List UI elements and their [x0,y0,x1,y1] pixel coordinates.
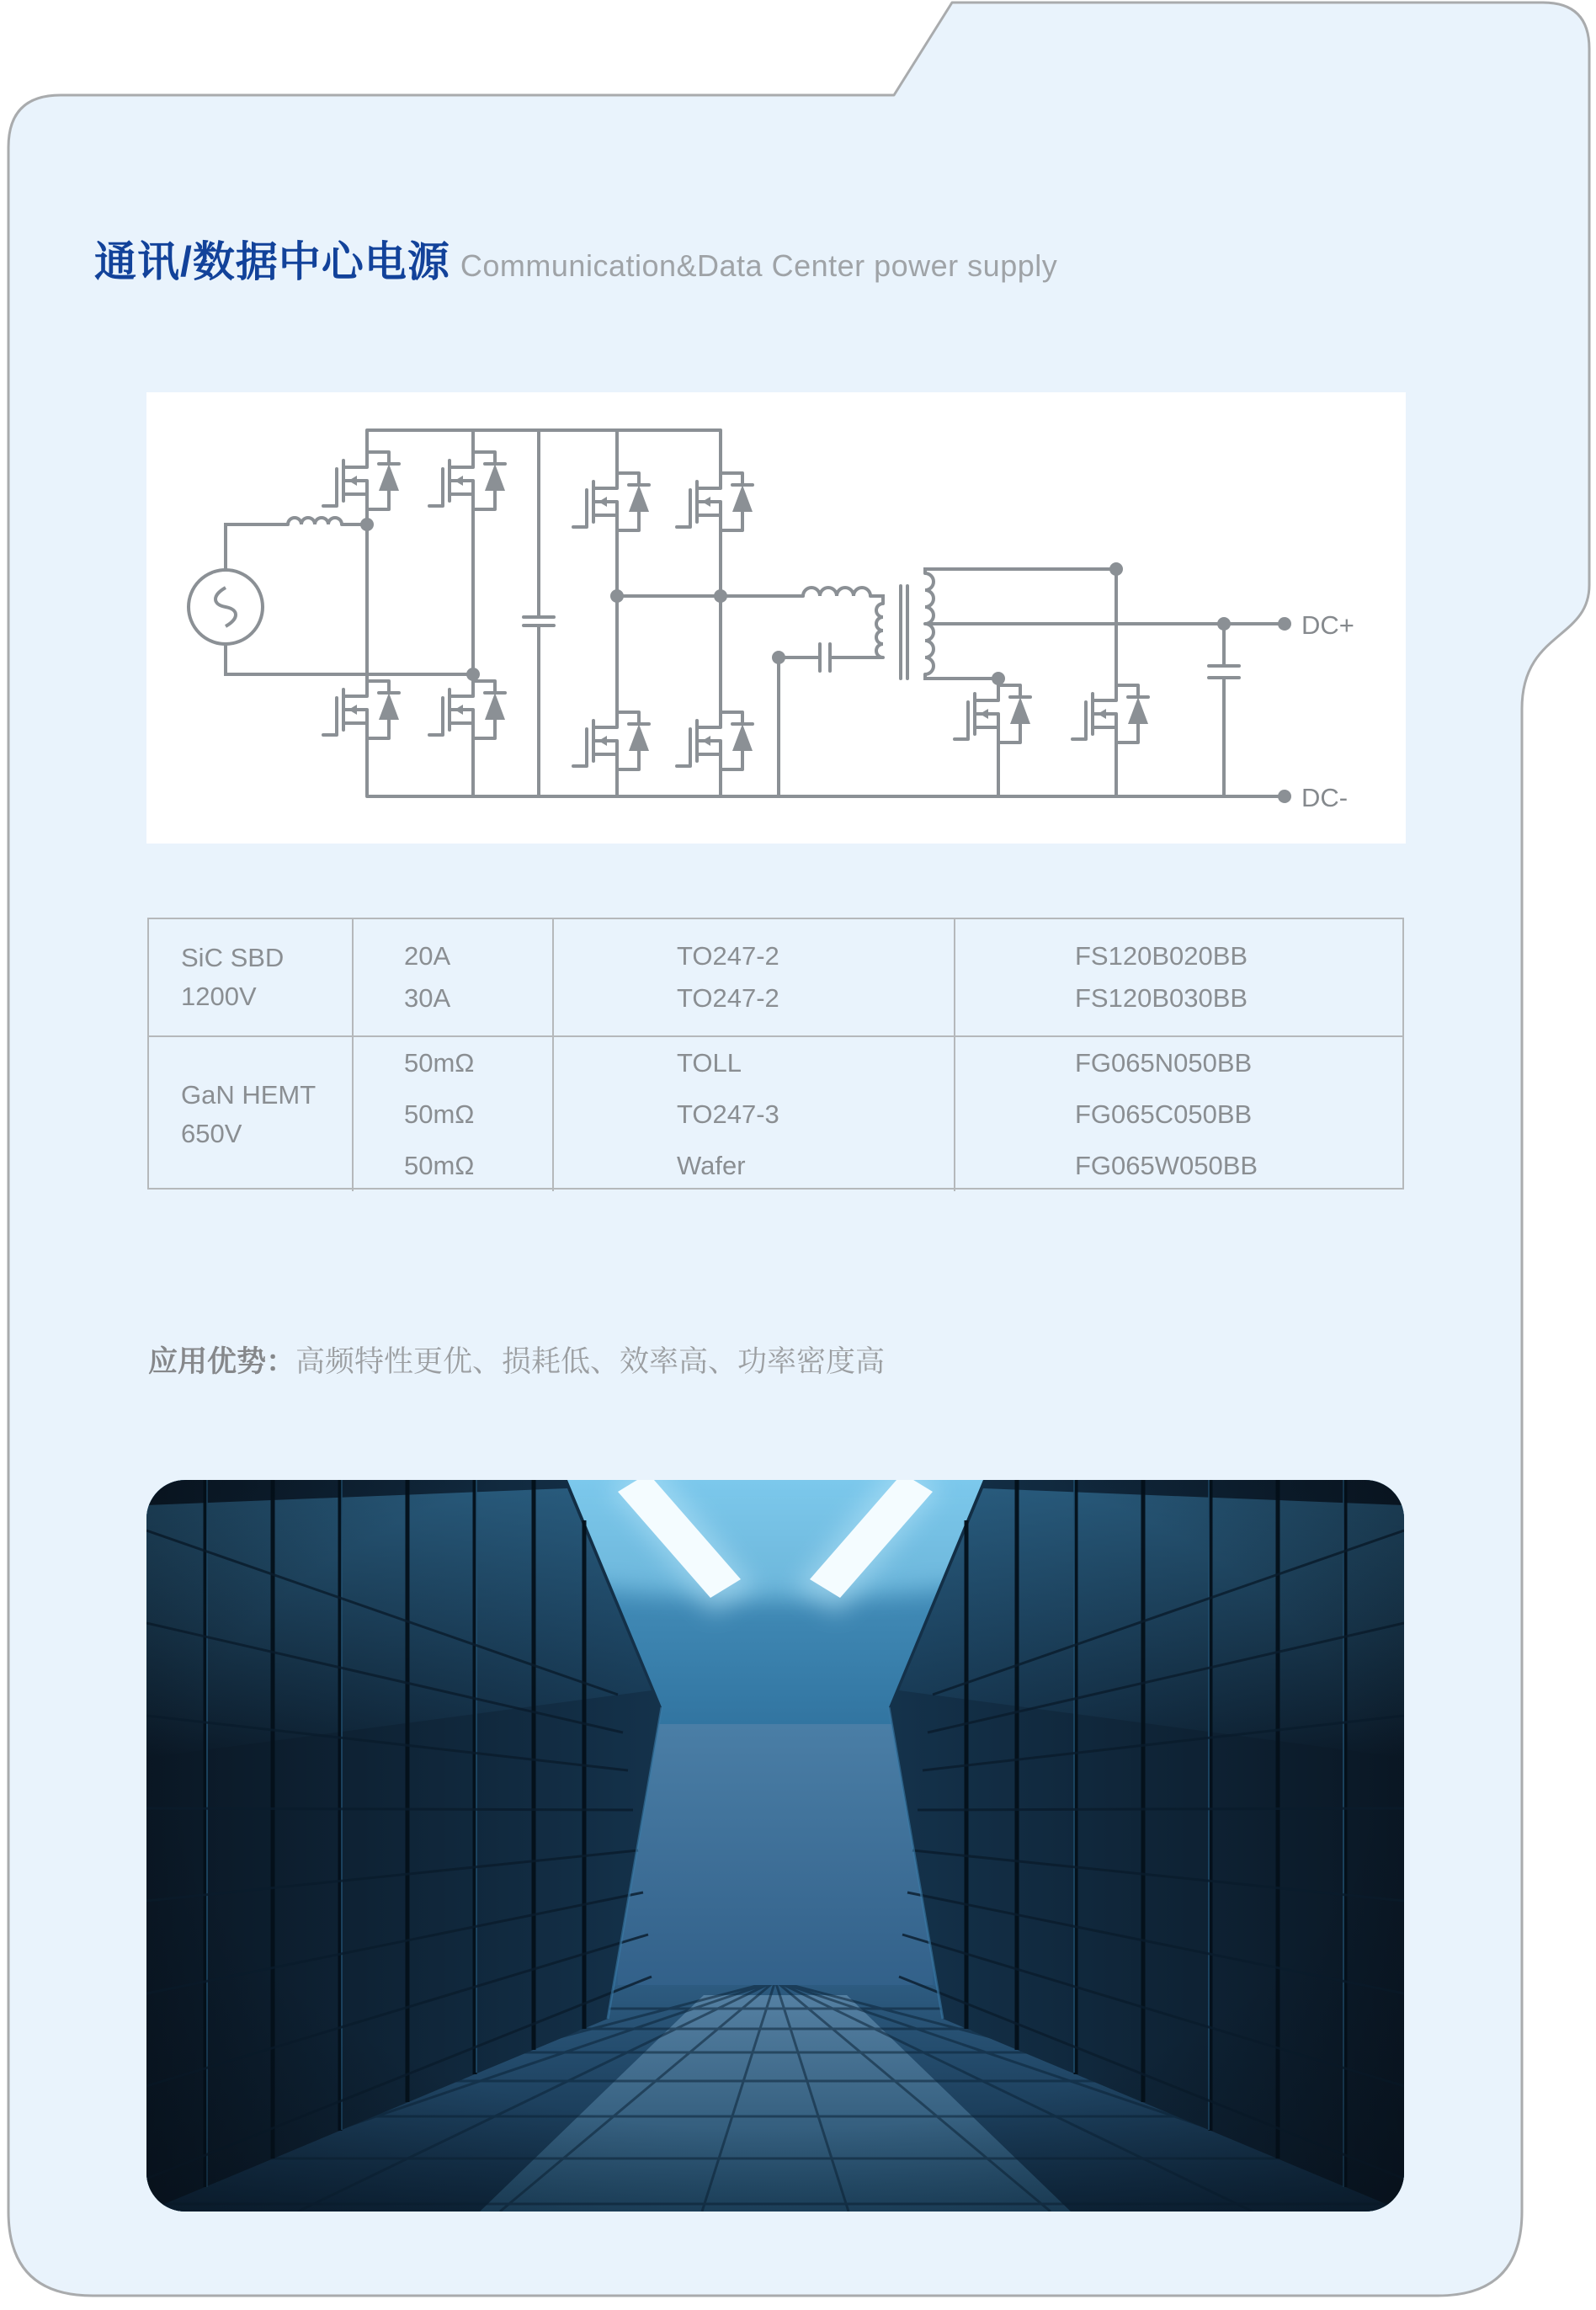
mosfet-icon [955,679,1030,749]
cell-line: TOLL [677,1048,742,1078]
cell-rating [354,1037,554,1191]
cell-line: 50mΩ [404,1151,475,1180]
cell-line: GaN HEMT [181,1079,317,1110]
cell-line: FS120B030BB [1075,983,1248,1013]
cell-line: 50mΩ [404,1099,475,1129]
datacenter-photo-image [146,1480,1404,2212]
mosfet-icon [677,705,753,776]
cell-category [149,1037,354,1191]
datacenter-photo [146,1480,1404,2212]
mosfet-icon [573,705,649,776]
table-row [149,1037,1402,1188]
table-row [149,919,1402,1037]
cell-line: TO247-2 [677,983,779,1013]
junction-dots [360,518,1291,803]
cell-part-number [955,919,1402,1035]
cell-part-number [955,1037,1402,1191]
cell-category [149,919,354,1035]
cell-line: FG065W050BB [1075,1151,1258,1180]
input-inductor-icon [288,518,342,524]
cell-package [554,919,955,1035]
cell-line: 50mΩ [404,1048,475,1078]
cell-line: 1200V [181,982,257,1011]
cell-line: 30A [404,983,451,1013]
circuit-panel [146,392,1406,844]
mosfet-icon [429,674,505,745]
product-table [147,918,1404,1190]
photo-vignette [146,1480,1404,2212]
cell-line: TO247-3 [677,1099,779,1129]
cell-line: FG065N050BB [1075,1048,1253,1078]
advantages-text: 高频特性更优、损耗低、效率高、功率密度高 [295,1345,886,1378]
mosfet-icon [1072,679,1148,749]
ac-source-icon [189,570,263,644]
advantages-label: 应用优势： [148,1345,296,1378]
mosfet-icon [323,445,399,516]
page-subtitle: Communication&Data Center power supply [460,248,1058,283]
cell-line: 20A [404,941,451,971]
cell-line: 650V [181,1118,242,1148]
page-header [94,238,1057,285]
cell-line: SiC SBD [181,943,285,972]
mosfet-icon [573,466,649,537]
cell-package [554,1037,955,1191]
circuit-diagram [146,392,1406,844]
dc-plus-label: DC+ [1301,610,1354,640]
mosfet-icon [677,466,753,537]
advantages-line [148,1344,885,1381]
resonant-inductor-icon [803,588,870,596]
cell-line: Wafer [677,1151,746,1180]
cell-line: FS120B020BB [1075,941,1248,971]
mosfet-icon [429,445,505,516]
transformer-primary-coil [876,604,883,657]
cell-rating [354,919,554,1035]
cell-line: TO247-2 [677,941,779,971]
cell-line: FG065C050BB [1075,1099,1253,1129]
mosfet-icon [323,674,399,745]
dc-minus-label: DC- [1301,783,1349,812]
page-title: 通讯/数据中心电源 [94,238,450,285]
